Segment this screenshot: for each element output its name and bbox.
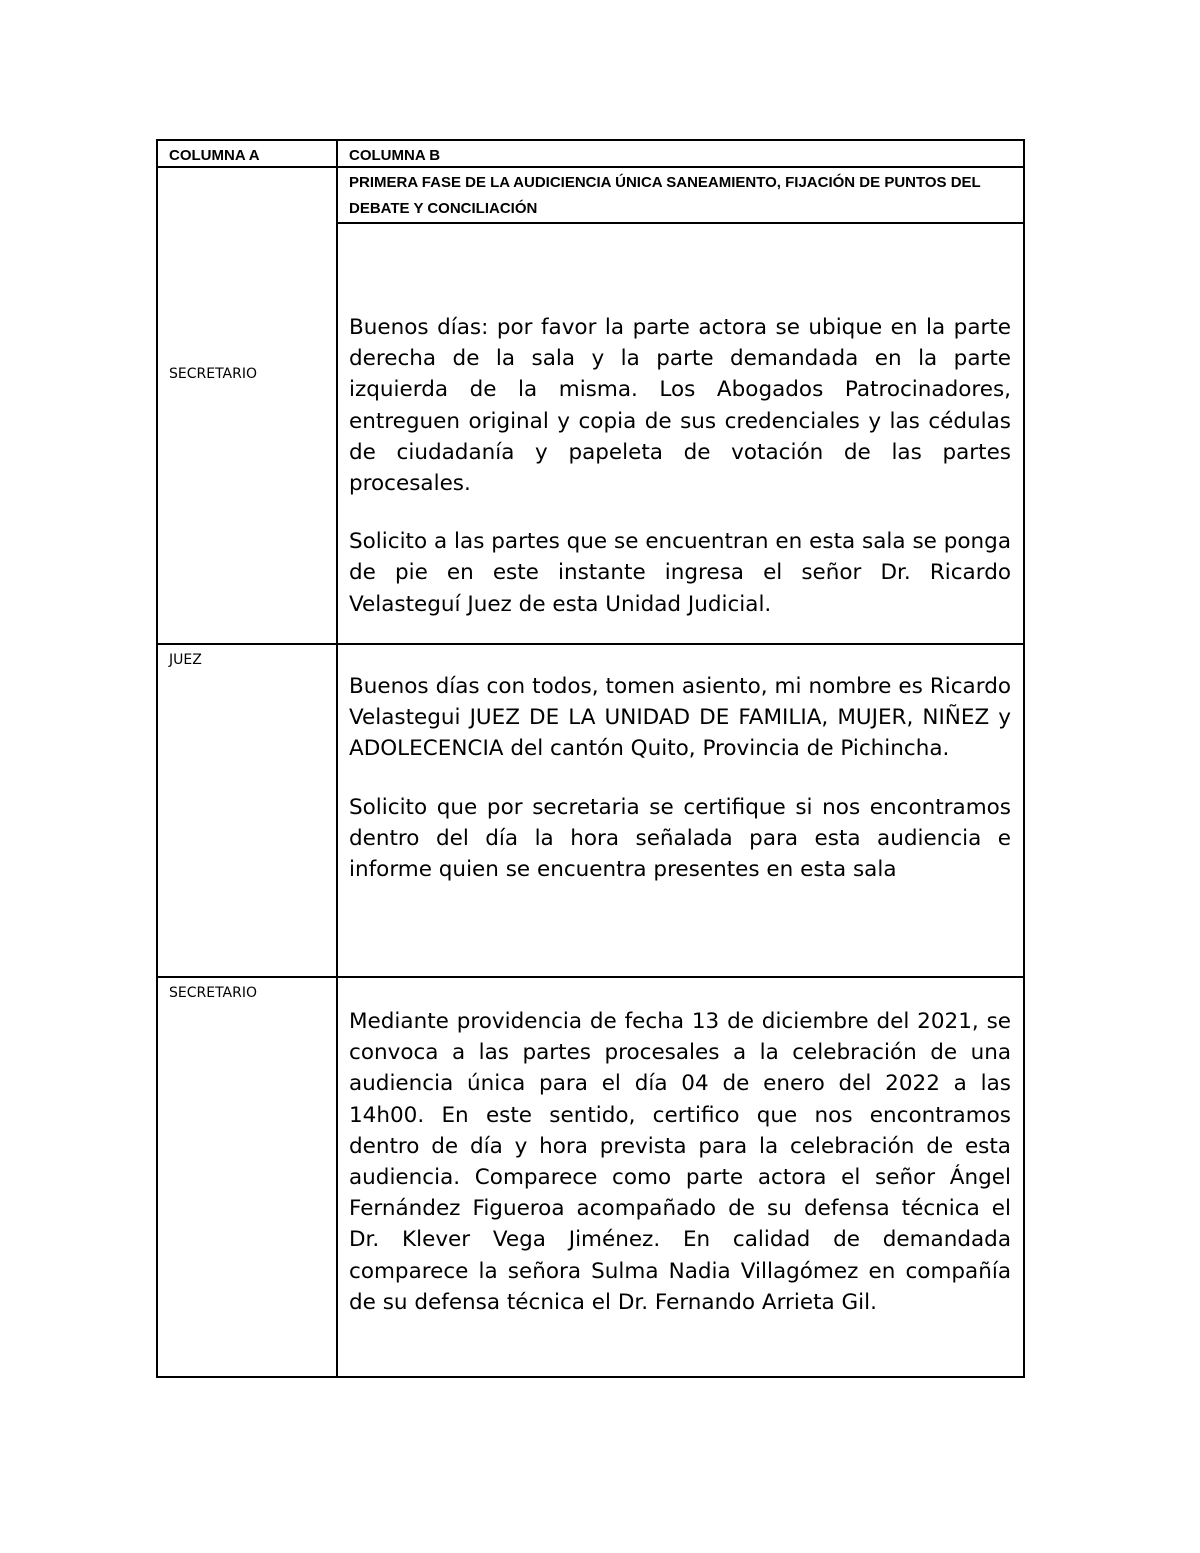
dialogue-table	[156, 139, 1025, 1378]
column-a-header: COLUMNA A	[157, 140, 337, 167]
dialogue-cell	[337, 977, 1024, 1377]
dialogue-cell	[337, 223, 1024, 644]
dialogue-paragraph: Buenos días: por favor la parte actora se ubique en la parte derecha de la sala y la parte demandada en la parte izquierda de la misma. Los Abogados Patrocinadores, entreguen original y copia de sus credenciales y las cédulas de ciudadanía y papeleta de votación de las partes procesales.	[349, 315, 1011, 497]
speaker-label: JUEZ	[169, 652, 202, 668]
table-row	[157, 644, 1024, 977]
phase-title: PRIMERA FASE DE LA AUDICIENCIA ÚNICA SANEAMIENTO, FIJACIÓN DE PUNTOS DEL DEBATE Y CONCILIACIÓN	[337, 167, 1024, 223]
speaker-label: SECRETARIO	[169, 985, 257, 1001]
header-row	[157, 140, 1024, 167]
phase-row	[157, 167, 1024, 223]
speaker-label: SECRETARIO	[169, 365, 257, 382]
speaker-cell	[157, 167, 337, 644]
dialogue-paragraph: Solicito a las partes que se encuentran en esta sala se ponga de pie en este instante ingresa el señor Dr. Ricardo Velasteguí Juez de esta Unidad Judicial.	[349, 529, 1011, 617]
table-row	[157, 977, 1024, 1377]
column-b-header: COLUMNA B	[337, 140, 1024, 167]
speaker-cell	[157, 977, 337, 1377]
dialogue-paragraph: Buenos días con todos, tomen asiento, mi nombre es Ricardo Velastegui JUEZ DE LA UNIDAD DE FAMILIA, MUJER, NIÑEZ y ADOLECENCIA del cantón Quito, Provincia de Pichincha.	[349, 674, 1011, 762]
speaker-cell	[157, 644, 337, 977]
dialogue-paragraph: Solicito que por secretaria se certifique si nos encontramos dentro del día la hora señalada para esta audiencia e informe quien se encuentra presentes en esta sala	[349, 794, 1011, 883]
dialogue-paragraph: Mediante providencia de fecha 13 de diciembre del 2021, se convoca a las partes procesales a la celebración de una audiencia única para el día 04 de enero del 2022 a las 14h00. En este sentido, certifico que nos encontramos dentro de día y hora prevista para la celebración de esta audiencia. Comparece como parte actora el señor Ángel Fernández Figueroa acompañado de su defensa técnica el Dr. Klever Vega Jiménez. En calidad de demandada comparece la señora Sulma Nadia Villagómez en compañía de su defensa técnica el Dr. Fernando Arrieta Gil.	[349, 1009, 1011, 1315]
dialogue-cell	[337, 644, 1024, 977]
